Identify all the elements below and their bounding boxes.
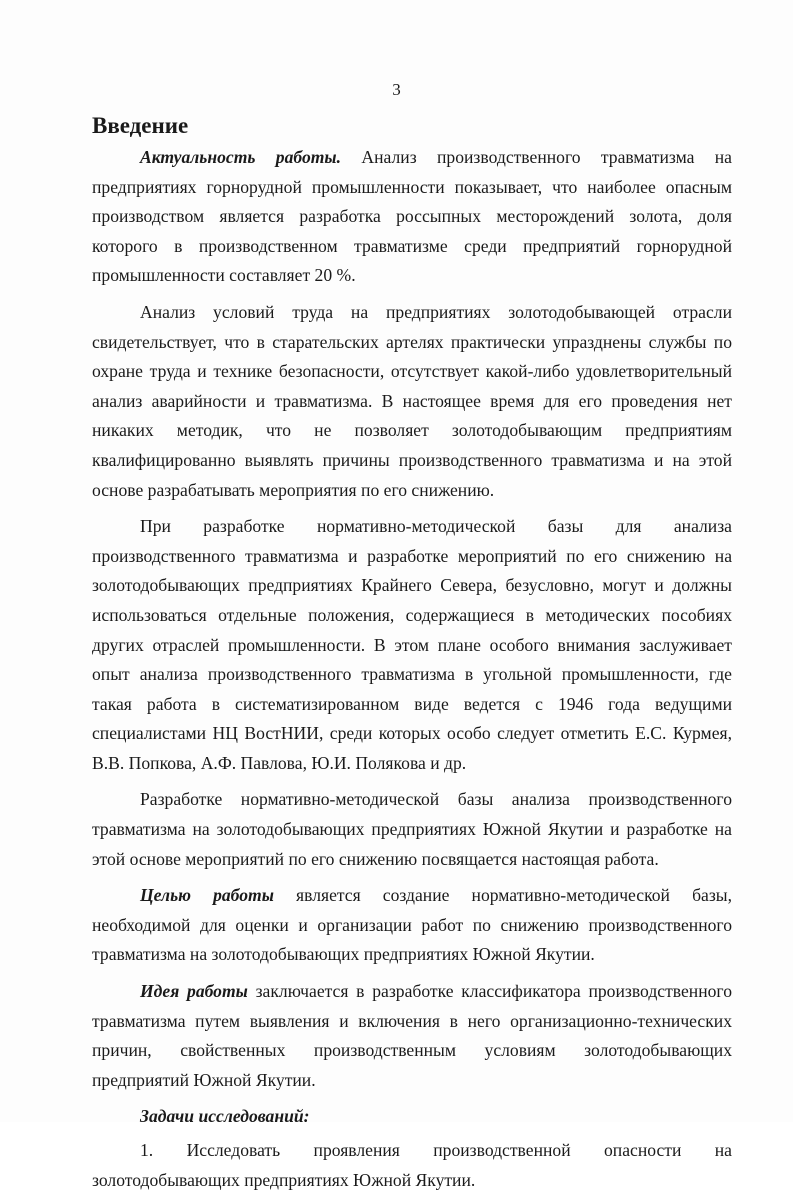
paragraph-lead-idea: Идея работы	[140, 981, 248, 1002]
page-number: 3	[392, 80, 401, 99]
paragraph-lead-goal: Целью работы	[140, 885, 274, 906]
paragraph-text: Анализ производственного травматизма на предприятиях горнорудной промышленности показывает, что наиболее опасным производством является разработка россыпных месторождений золота, доля которого в производственном травматизме среди предприятий горнорудной промышленности составляет 20 %.	[92, 147, 732, 286]
task-item-1: 1. Исследовать проявления производственной опасности на золотодобывающих предприятиях Южной Якутии.	[92, 1140, 732, 1190]
paragraph-lead-relevance: Актуальность работы.	[140, 147, 342, 167]
paragraph-methodology-base: При разработке нормативно-методической базы для анализа производственного травматизма и разработке мероприятий по его снижению на золотодобывающих предприятиях Крайнего Севера, безусловно, могут и должны использоваться отдельные положения, содержащиеся в методических пособиях других отраслей промышленности. В этом плане особого внимания заслуживает опыт анализа производственного травматизма в угольной промышленности, где такая работа в систематизированном виде ведется с 1946 года ведущими специалистами НЦ ВостНИИ, среди которых особо следует отметить Е.С. Курмея, В.В. Попкова, А.Ф. Павлова, Ю.И. Полякова и др.	[92, 516, 732, 773]
paragraph-work-purpose: Разработке нормативно-методической базы анализа производственного травматизма на золотодобывающих предприятиях Южной Якутии и разработке на этой основе мероприятий по его снижению посвящается настоящая работа.	[92, 789, 732, 869]
paragraph-text: заключается в разработке классификатора производственного травматизма путем выявления и включения в него организационно-технических причин, свойственных производственным условиям золотодобывающих предприятий Южной Якутии.	[92, 981, 732, 1090]
tasks-title: Задачи исследований:	[140, 1106, 310, 1127]
paragraph-text: является создание нормативно-методической базы, необходимой для оценки и организации работ по снижению производственного травматизма на золотодобывающих предприятиях Южной Якутии.	[92, 885, 733, 965]
paragraph-working-conditions: Анализ условий труда на предприятиях золотодобывающей отрасли свидетельствует, что в старательских артелях практически упразднены службы по охране труда и технике безопасности, отсутствует какой-либо удовлетворительный анализ аварийности и травматизма. В настоящее время для его проведения нет никаких методик, что не позволяет золотодобывающим предприятиям квалифицированно выявлять причины производственного травматизма и на этой основе разрабатывать мероприятия по его снижению.	[92, 301, 732, 500]
document-body	[92, 112, 732, 1202]
paragraph-idea	[92, 977, 732, 1095]
paragraph-goal	[92, 881, 732, 970]
section-heading: Введение	[92, 113, 189, 138]
paragraph-relevance	[92, 143, 732, 291]
